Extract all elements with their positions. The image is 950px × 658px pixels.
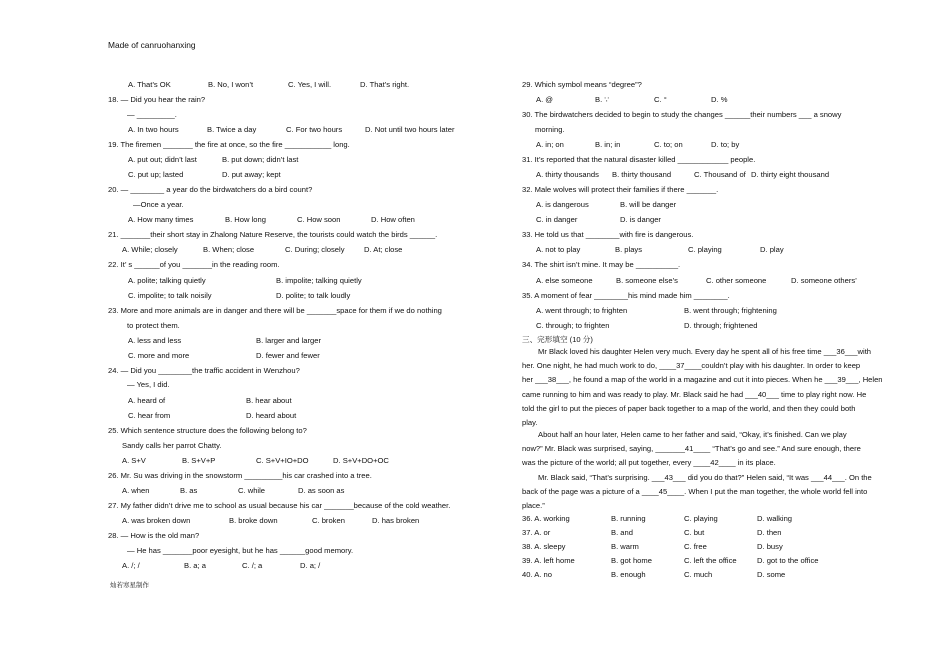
option-row [536,306,804,316]
answer-option: A. How many times [128,215,194,224]
answer-option: C. broken [312,516,345,525]
answer-option: C. For two hours [286,125,343,134]
cloze-answer-option: D. then [757,528,782,537]
answer-option: A. /; / [122,561,140,570]
question-line: 25. Which sentence structure does the following belong to? [108,426,307,435]
answer-option: C. to; on [654,140,683,149]
answer-option: A. was broken down [122,516,191,525]
answer-option: C. How soon [297,215,341,224]
answer-option: D. someone others’ [791,276,857,285]
option-row [128,336,376,346]
passage-line: Mr Black loved his daughter Helen very much. Every day he spent all of his free time ___36___with [538,347,872,356]
answer-option: A. when [122,486,150,495]
option-row [128,396,346,406]
passage-line: her. One night, he had much work to do, ____37____couldn’t play with his daughter. In order to keep [522,361,861,371]
answer-option: B. someone else’s [616,276,678,285]
option-row [536,170,851,180]
option-row [536,321,804,331]
answer-option: A. went through; to frighten [536,306,628,315]
option-row [122,486,378,496]
answer-option: D. polite; to talk loudly [276,291,351,300]
answer-option: A. heard of [128,396,166,405]
option-row [122,456,413,466]
cloze-answer-option: B. got home [611,556,652,565]
option-row [128,411,346,421]
question-line: 23. More and more animals are in danger and there will be _______space for them if we do nothing [108,306,442,315]
question-line: 29. Which symbol means “degree”? [522,80,642,89]
answer-option: C. Thousand of [694,170,746,179]
option-row [128,291,396,301]
answer-option: D. as soon as [298,486,345,495]
passage-line: place.” [522,501,545,511]
passage-line: About half an hour later, Helen came to her father and said, “Okay, it’s finished. Can we play [538,430,847,439]
option-row [128,215,431,225]
answer-option: A. not to play [536,245,581,254]
answer-option: D. play [760,245,784,254]
question-line: 35. A moment of fear ________his mind made him ________. [522,291,730,300]
cloze-answer-option: C. free [684,542,707,551]
answer-option: C. in danger [536,215,578,224]
cloze-answer-option: D. walking [757,514,793,523]
answer-option: A. in; on [536,140,564,149]
option-row [122,516,452,526]
answer-option: D. heard about [246,411,297,420]
cloze-answer-option: D. got to the office [757,556,819,565]
cloze-answer-option: 39. A. left home [522,556,575,565]
answer-option: B. broke down [229,516,278,525]
question-line: 28. — How is the old man? [108,531,200,540]
question-line: —Once a year. [133,200,184,209]
answer-option: B. How long [225,215,266,224]
answer-option: B. impolite; talking quietly [276,276,362,285]
question-line: 24. — Did you ________the traffic accident in Wenzhou? [108,366,300,375]
option-row [536,215,720,225]
option-row [536,245,800,255]
answer-option: D. S+V+DO+OC [333,456,389,465]
answer-option: D. That’s right. [360,80,410,89]
answer-option: B. a; a [184,561,206,570]
passage-line: told the girl to put the pieces of paper back together to a map of the world, and then they could both [522,403,856,413]
answer-option: A. @ [536,95,553,104]
answer-option: D. through; frightened [684,321,758,330]
question-line: 26. Mr. Su was driving in the snowstorm _________his car crashed into a tree. [108,471,372,480]
answer-option: A. is dangerous [536,200,589,209]
answer-option: B. No, I won’t [208,80,254,89]
option-row [128,125,475,135]
answer-option: C. During; closely [285,245,345,254]
answer-option: D. a; / [300,561,321,570]
answer-option: D. put away; kept [222,170,281,179]
option-row [128,170,332,180]
answer-option: B. plays [615,245,643,254]
passage-line: was the picture of the world; all put together, every ____42____ in its place. [522,458,776,468]
cloze-answer-option: B. warm [611,542,639,551]
option-row [536,200,720,210]
cloze-passage-2 [522,428,950,513]
cloze-answer-option: 37. A. or [522,528,551,537]
answer-option: A. less and less [128,336,182,345]
question-line: 19. The firemen _______ the fire at once, so the fire ___________ long. [108,140,350,149]
option-row [128,155,332,165]
cloze-answer-option: D. some [757,570,786,579]
option-row [122,561,340,571]
cloze-answer-option: 36. A. working [522,514,570,523]
answer-option: C. /; a [242,561,263,570]
answer-option: C. playing [688,245,722,254]
answer-option: A. polite; talking quietly [128,276,206,285]
option-row [128,276,396,286]
cloze-passage-1 [522,345,950,430]
question-line: — _________. [127,110,177,119]
answer-option: B. S+V+P [182,456,216,465]
cloze-answer-option: C. playing [684,514,718,523]
answer-option: B. went through; frightening [684,306,777,315]
answer-option: C. more and more [128,351,190,360]
question-line: — Yes, I did. [127,380,170,389]
page-footer: 灿若寒星制作 [110,581,149,589]
answer-option: A. put out; didn’t last [128,155,197,164]
answer-option: A. In two hours [128,125,179,134]
cloze-answer-option: C. left the office [684,556,737,565]
option-row [128,80,440,90]
answer-option: D. At; close [364,245,403,254]
answer-option: C. impolite; to talk noisily [128,291,212,300]
answer-option: D. Not until two hours later [365,125,455,134]
answer-option: C. hear from [128,411,171,420]
cloze-answer-option: B. running [611,514,646,523]
cloze-answer-option: 40. A. no [522,570,552,579]
question-line: 18. — Did you hear the rain? [108,95,206,104]
answer-option: C. ° [654,95,667,104]
question-line: 31. It’s reported that the natural disaster killed ____________ people. [522,155,756,164]
question-line: — He has _______poor eyesight, but he has ______good memory. [127,546,354,555]
option-row [536,95,741,105]
answer-option: A. While; closely [122,245,178,254]
question-line: 22. It’ s ______of you _______in the reading room. [108,260,280,269]
answer-option: D. How often [371,215,415,224]
question-line: 21. _______their short stay in Zhalong Nature Reserve, the tourists could watch the birds ______. [108,230,438,239]
answer-option: D. has broken [372,516,420,525]
option-row [122,245,424,255]
option-row [128,351,376,361]
answer-option: A. S+V [122,456,146,465]
answer-option: B. will be danger [620,200,677,209]
passage-line: her ___38___, he found a map of the world in a magazine and cut it into pieces. When he ___39___, Helen [522,375,883,385]
page-header: Made of canruohanxing [108,40,196,50]
answer-option: B. thirty thousand [612,170,672,179]
cloze-answer-option: B. and [611,528,633,537]
answer-option: A. That’s OK [128,80,171,89]
answer-option: B. hear about [246,396,292,405]
option-row [536,276,881,286]
passage-line: now?” Mr. Black was surprised, saying, _______41____ “That’s go and see.” And sure enough, there [522,444,861,454]
passage-line: play. [522,418,538,428]
cloze-answer-option: C. but [684,528,705,537]
answer-option: C. Yes, I will. [288,80,332,89]
answer-option: D. thirty eight thousand [751,170,830,179]
answer-option: D. is danger [620,215,661,224]
question-line: 27. My father didn’t drive me to school as usual because his car _______because of the cold weather. [108,501,451,510]
answer-option: A. else someone [536,276,593,285]
answer-option: C. other someone [706,276,767,285]
answer-option: A. thirty thousands [536,170,599,179]
question-line: 33. He told us that ________with fire is dangerous. [522,230,694,239]
question-line: Sandy calls her parrot Chatty. [122,441,222,450]
passage-line: came running to him and was ready to play. Mr. Black said he had ___40___ time to play right now. He [522,389,867,399]
question-line: 30. The birdwatchers decided to begin to study the changes ______their numbers ___ a snowy [522,110,842,119]
answer-option: B. ∵ [595,95,610,104]
option-row [536,140,751,150]
cloze-answer-option: C. much [684,570,713,579]
answer-option: D. fewer and fewer [256,351,320,360]
question-line: 32. Male wolves will protect their families if there _______. [522,185,719,194]
answer-option: D. to; by [711,140,740,149]
answer-option: D. % [711,95,728,104]
answer-option: C. put up; lasted [128,170,184,179]
question-line: 34. The shirt isn’t mine. It may be __________. [522,260,681,269]
answer-option: B. When; close [203,245,255,254]
answer-option: B. larger and larger [256,336,322,345]
answer-option: B. Twice a day [207,125,257,134]
question-line: 三、完形填空 (10 分) [522,335,593,344]
answer-option: C. S+V+IO+DO [256,456,309,465]
answer-option: B. as [180,486,198,495]
passage-line: Mr. Black said, “That’s surprising. ___43___ did you do that?” Helen said, “It was ___44___. On the [538,472,872,482]
passage-line: back of the page was a picture of a ____45____. When I put the man together, the whole world fell into [522,486,868,496]
question-line: to protect them. [127,321,180,330]
answer-option: C. through; to frighten [536,321,610,330]
question-line: morning. [535,125,565,134]
answer-option: B. put down; didn’t last [222,155,299,164]
cloze-answer-option: D. busy [757,542,783,551]
cloze-answer-option: 38. A. sleepy [522,542,566,551]
question-line: 20. — ________ a year do the birdwatchers do a bird count? [108,185,313,194]
cloze-answer-option: B. enough [611,570,646,579]
answer-option: C. while [238,486,266,495]
answer-option: B. in; in [595,140,621,149]
